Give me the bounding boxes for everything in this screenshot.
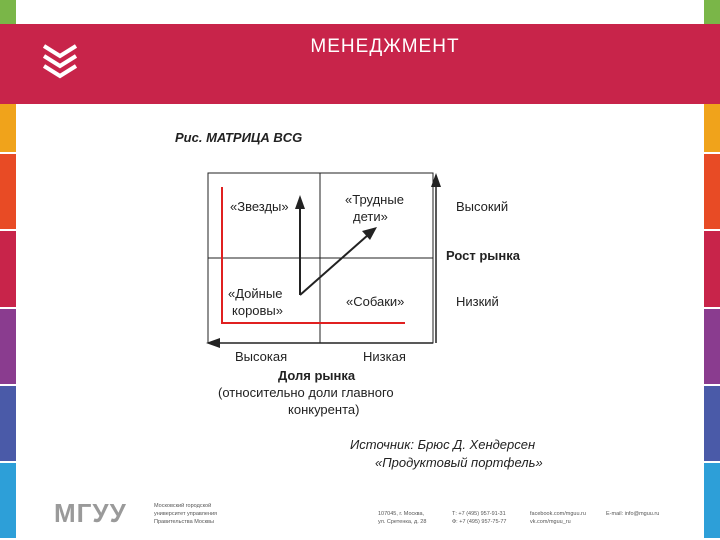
logo-text: МГУУ (54, 500, 127, 526)
university-logo (52, 500, 148, 526)
x-axis-sublabel-2: конкурента) (288, 402, 360, 417)
footer-phone-line-1: Т: +7 (495) 957-91-31 (452, 511, 506, 517)
y-axis-low-label: Низкий (456, 294, 499, 309)
color-stripe-segment (0, 231, 16, 306)
arrow-to-question-marks (300, 235, 368, 295)
footer-phone-line-2: Ф: +7 (495) 957-75-77 (452, 519, 507, 525)
footer-org-line-2: университет управления (154, 511, 218, 517)
page-title: МЕНЕДЖМЕНТ (310, 36, 460, 57)
figure-title: Рис. МАТРИЦА BCG (175, 130, 303, 145)
arrow-to-stars-head (295, 195, 305, 209)
color-stripe-segment (0, 386, 16, 461)
color-stripe-segment (704, 463, 720, 538)
footer-vk-link[interactable]: vk.com/mguu_ru (530, 519, 571, 525)
quadrant-stars-label: «Звезды» (230, 199, 289, 214)
footer-email-link[interactable]: E-mail: info@mguu.ru (606, 511, 660, 517)
quadrant-cash-cows-label-2: коровы» (232, 303, 284, 318)
x-axis-high-label: Высокая (235, 349, 288, 364)
color-stripe-segment (704, 154, 720, 229)
source-line-2: «Продуктовый портфель» (375, 455, 543, 470)
x-axis-sublabel-1: (относительно доли главного (218, 385, 394, 400)
footer-facebook-link[interactable]: facebook.com/mguu.ru (530, 511, 586, 517)
bcg-matrix-diagram (200, 165, 570, 475)
color-stripe-segment (704, 309, 720, 384)
y-axis-title: Рост рынка (446, 248, 520, 263)
footer-org-line-1: Московский городской (154, 503, 212, 509)
color-stripe-segment (0, 309, 16, 384)
footer-address-line-1: 107045, г. Москва, (378, 511, 425, 517)
color-stripe-segment (704, 386, 720, 461)
footer-org-line-3: Правительства Москвы (154, 519, 214, 525)
y-axis-high-label: Высокий (456, 199, 509, 214)
footer-address-line-2: ул. Сретенка, д. 28 (378, 519, 427, 525)
quadrant-question-marks-label-1: «Трудные (345, 192, 404, 207)
color-stripe-segment (704, 231, 720, 306)
x-axis-low-label: Низкая (363, 349, 406, 364)
color-stripe-segment (0, 463, 16, 538)
x-axis-title: Доля рынка (278, 368, 356, 383)
source-line-1: Источник: Брюс Д. Хендерсен (350, 437, 536, 452)
quadrant-question-marks-label-2: дети» (353, 209, 388, 224)
color-stripe-segment (0, 154, 16, 229)
quadrant-cash-cows-label-1: «Дойные (228, 286, 283, 301)
quadrant-dogs-label: «Собаки» (346, 294, 405, 309)
